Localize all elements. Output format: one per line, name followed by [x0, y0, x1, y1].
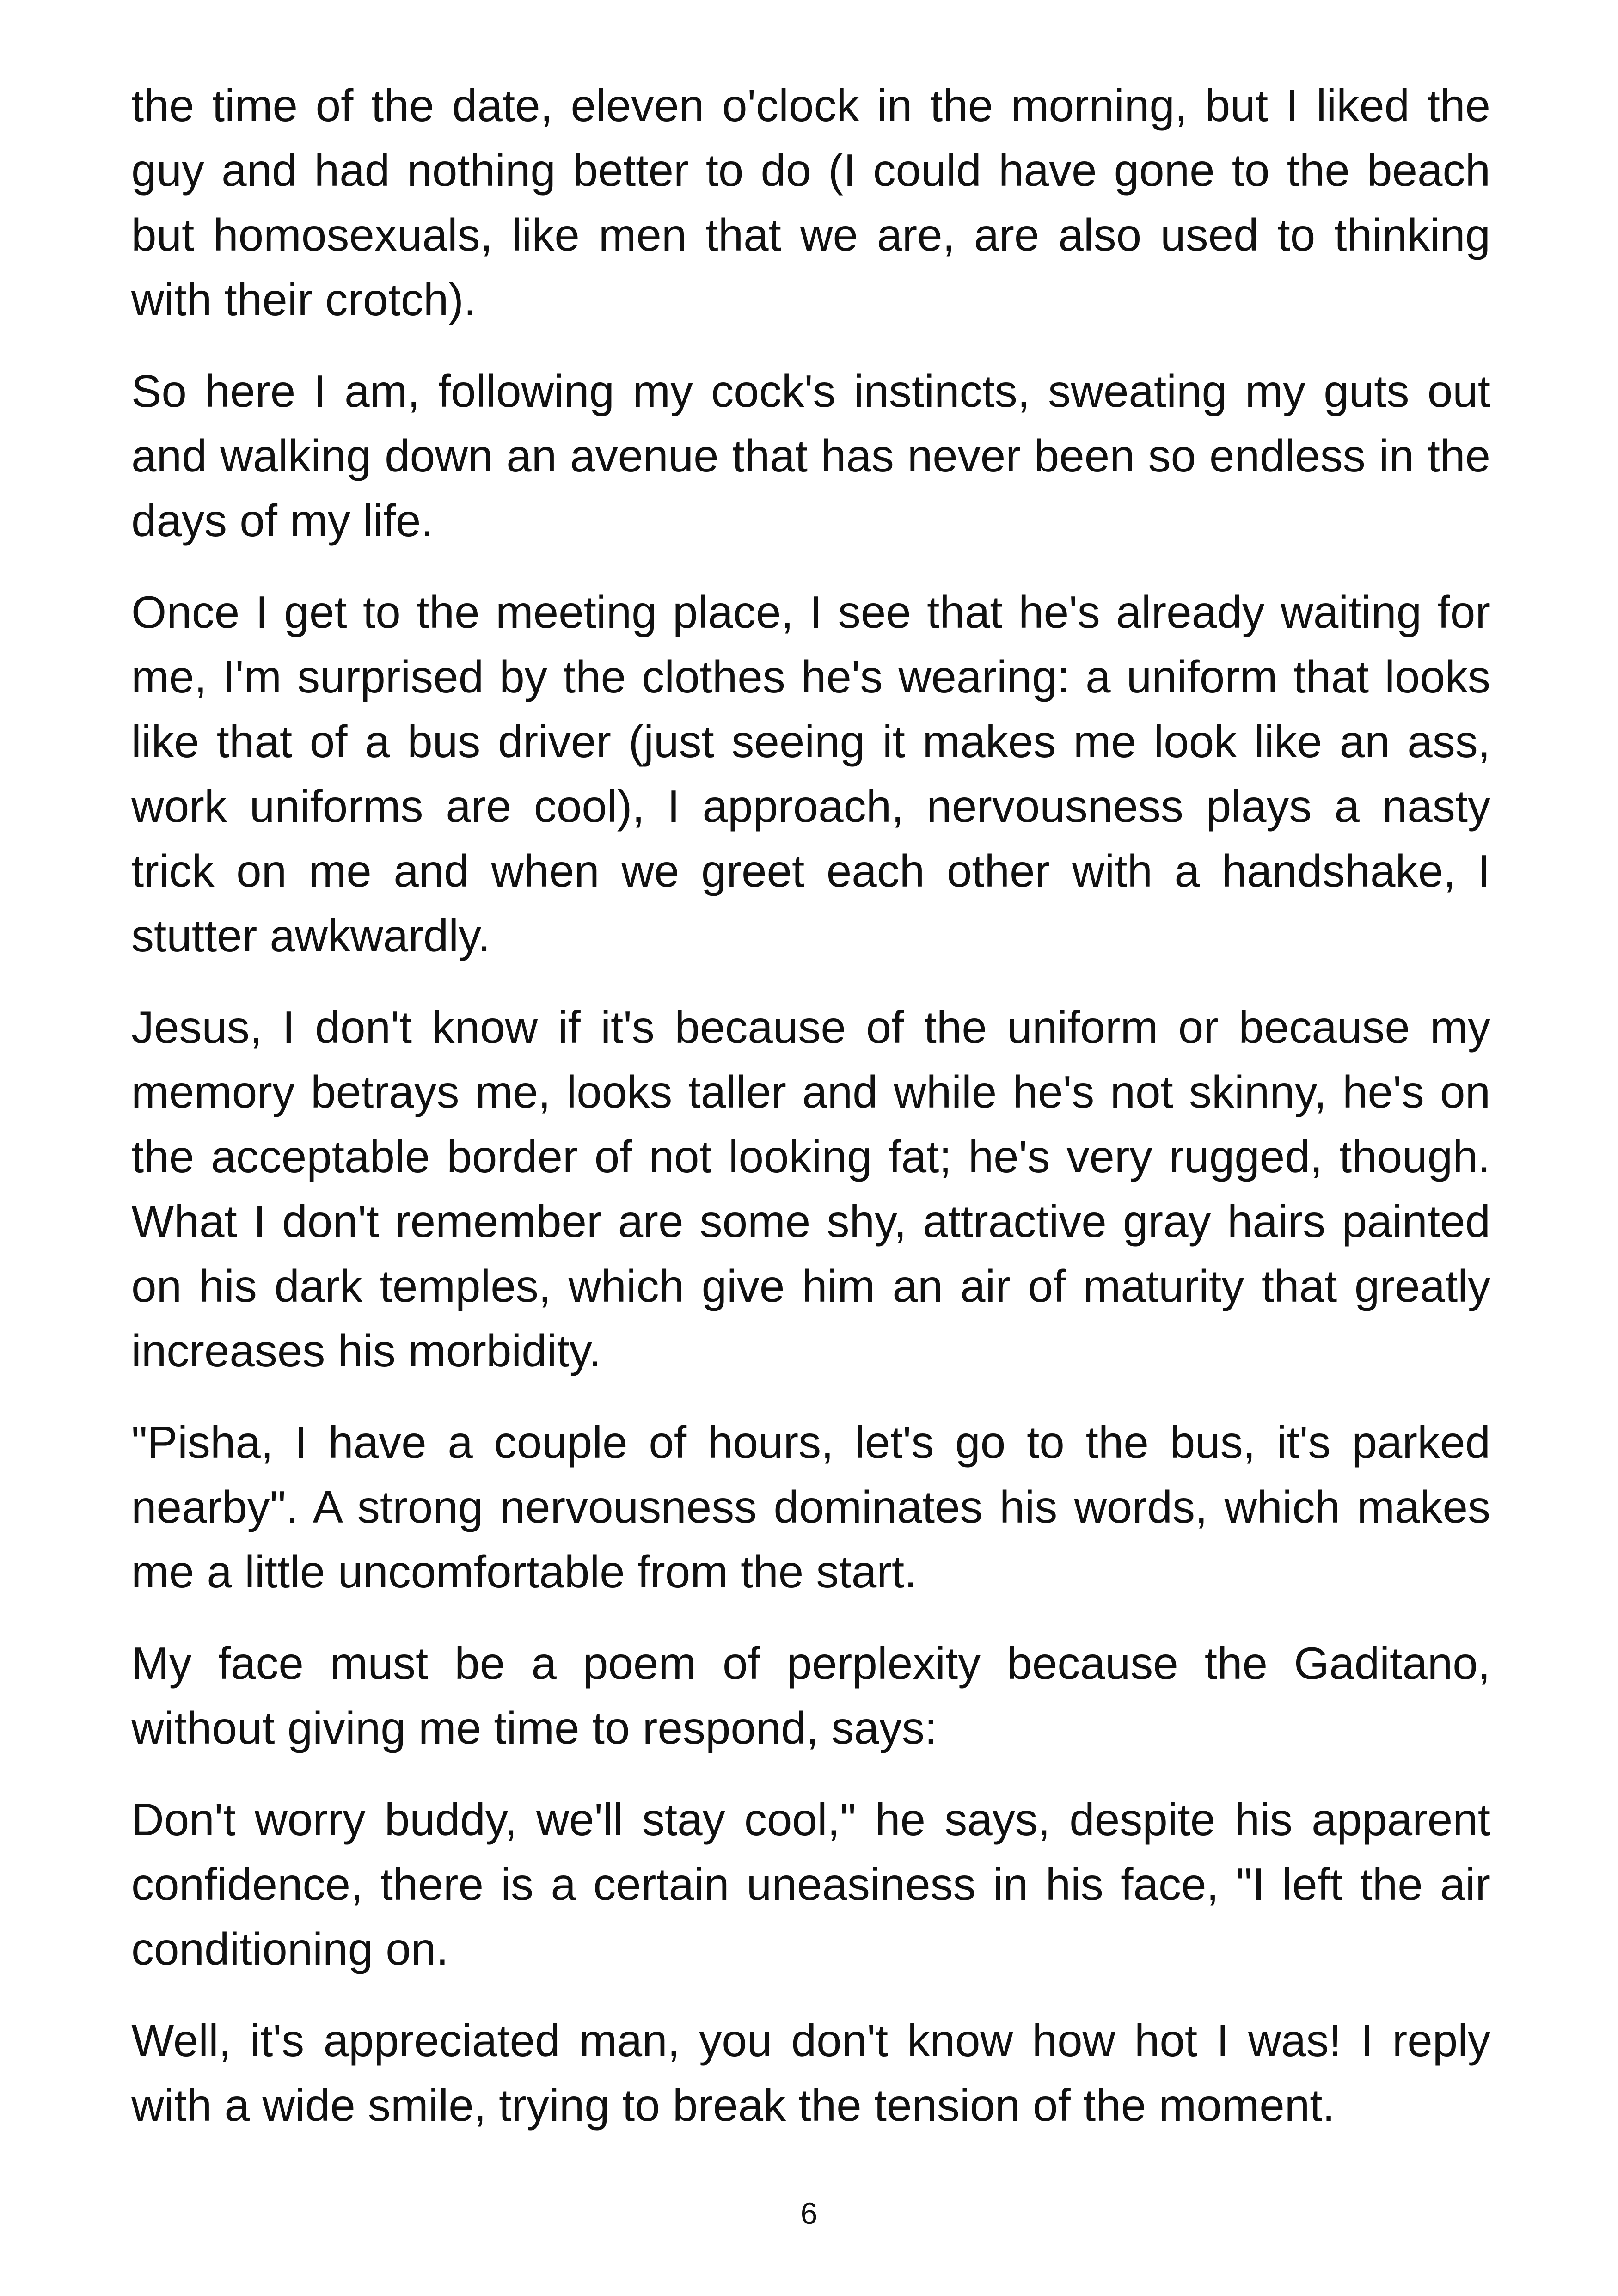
paragraph-5: "Pisha, I have a couple of hours, let's go to the bus, it's parked nearby". A strong nervousness dominates his words, which makes me a little uncomfortable from the start. — [131, 1417, 1490, 1597]
paragraph-4: Jesus, I don't know if it's because of the uniform or because my memory betrays me, looks taller and while he's not skinny, he's on the acceptable border of not looking fat; he's very rugged, though. What I don't remember are some shy, attractive gray hairs painted on his dark temples, which give him an air of maturity that greatly increases his morbidity. — [131, 1002, 1490, 1376]
paragraph-2: So here I am, following my cock's instincts, sweating my guts out and walking down an avenue that has never been so endless in the days of my life. — [131, 366, 1490, 546]
paragraph-8: Well, it's appreciated man, you don't know how hot I was! I reply with a wide smile, trying to break the tension of the moment. — [131, 2015, 1490, 2131]
page-number: 6 — [800, 2196, 818, 2230]
paragraph-3: Once I get to the meeting place, I see that he's already waiting for me, I'm surprised by the clothes he's wearing: a uniform that looks like that of a bus driver (just seeing it makes me look like an ass, work uniforms are cool), I approach, nervousness plays a nasty trick on me and when we greet each other with a handshake, I stutter awkwardly. — [131, 587, 1490, 961]
paragraph-6: My face must be a poem of perplexity because the Gaditano, without giving me time to respond, says: — [131, 1638, 1490, 1753]
paragraph-7: Don't worry buddy, we'll stay cool," he says, despite his apparent confidence, there is a certain uneasiness in his face, "I left the air conditioning on. — [131, 1794, 1490, 1974]
body-text — [131, 73, 1490, 2164]
paragraph-1: the time of the date, eleven o'clock in the morning, but I liked the guy and had nothing better to do (I could have gone to the beach but homosexuals, like men that we are, are also used to thinking with their crotch). — [131, 80, 1490, 325]
